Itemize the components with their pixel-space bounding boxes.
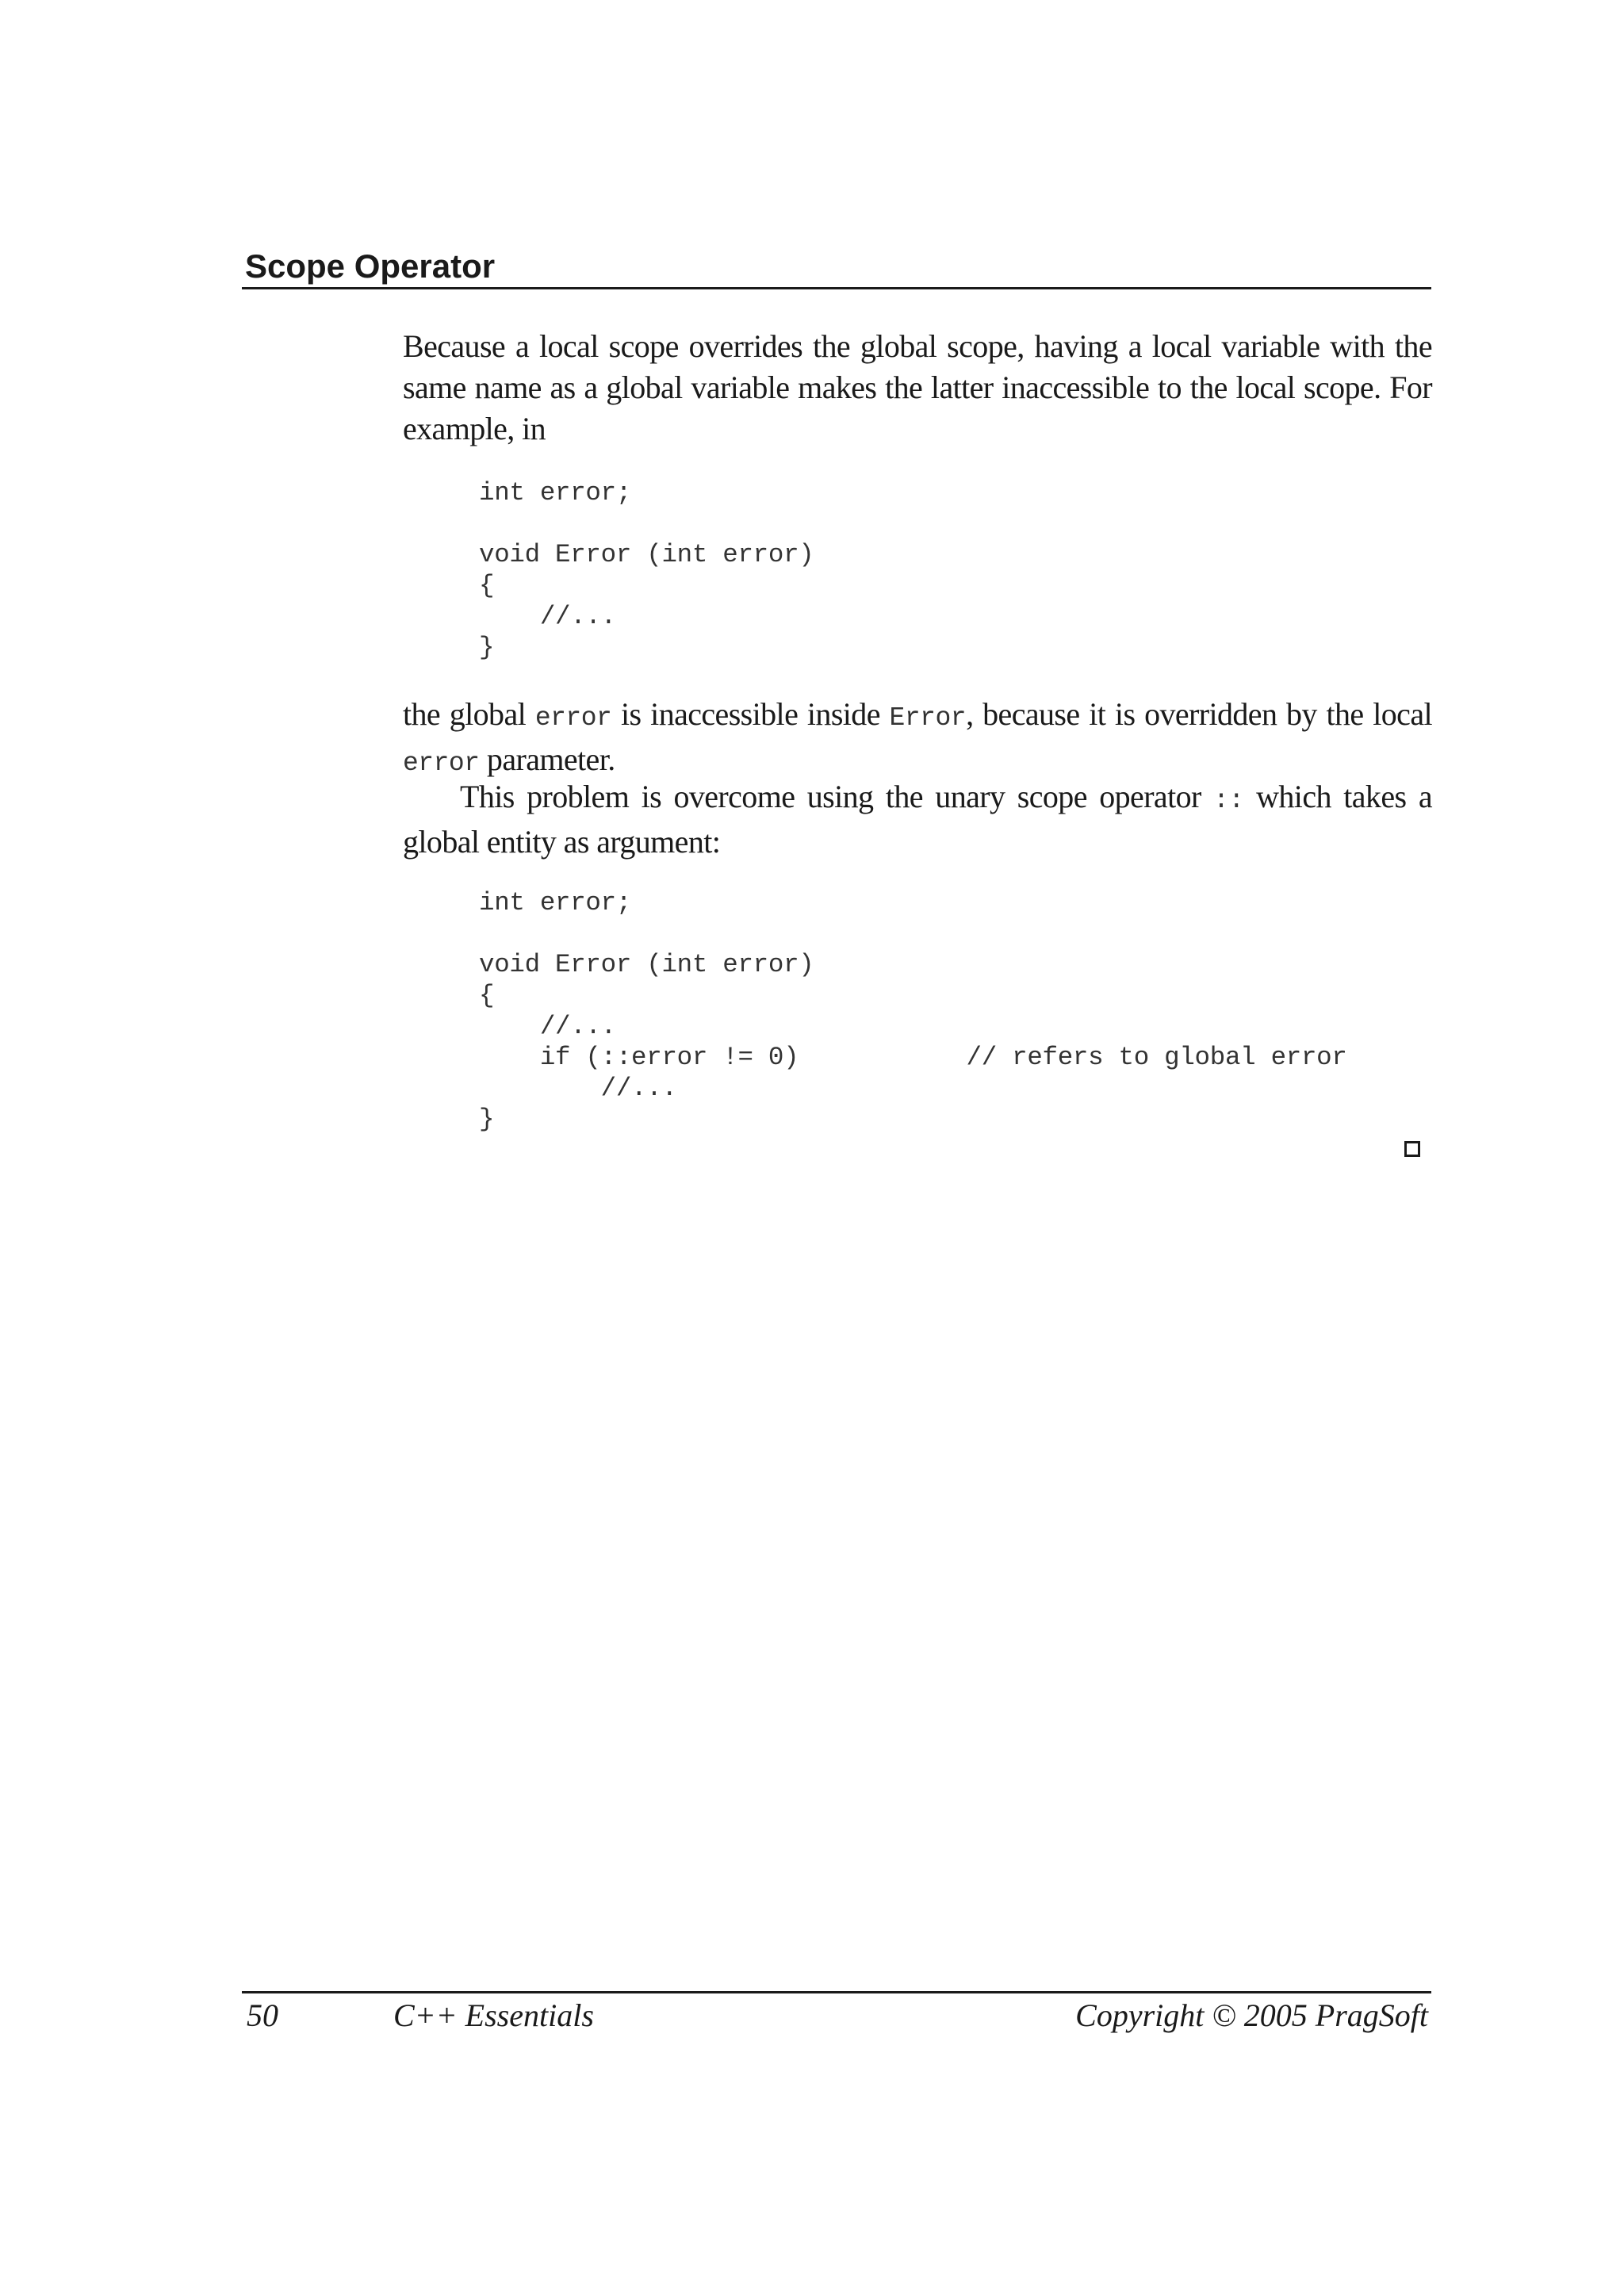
footer-page-number: 50 (247, 1997, 278, 2033)
paragraph-intro: Because a local scope overrides the global scope, having a local variable with the same name as a global variable makes the latter inaccessible to the local scope. For example, in (403, 328, 1432, 446)
code-line (479, 508, 814, 539)
inline-code: :: (1213, 786, 1244, 815)
inline-code: Error (889, 703, 967, 733)
inline-code: error (534, 703, 612, 733)
footer-book-title: C++ Essentials (393, 1997, 594, 2033)
code-line: void Error (int error) (479, 540, 814, 569)
paragraph-solution (403, 776, 1432, 863)
heading-rule (242, 287, 1431, 289)
code-line: //... (479, 1012, 616, 1041)
code-line: } (479, 633, 495, 662)
text-run: This problem is overcome using the unary scope operator (460, 779, 1214, 814)
code-line: { (479, 571, 495, 600)
paragraph-explanation (403, 694, 1432, 784)
text-run: which takes a global entity as argument: (403, 779, 1432, 860)
text-run: parameter. (479, 741, 615, 777)
code-line: //... (479, 602, 616, 631)
code-block-2 (479, 887, 1347, 1135)
code-line: void Error (int error) (479, 950, 814, 979)
text-run: is inaccessible inside (611, 696, 890, 732)
code-block-1 (479, 477, 814, 663)
section-heading: Scope Operator (245, 247, 496, 285)
code-line: } (479, 1105, 495, 1134)
code-line: int error; (479, 888, 632, 917)
end-of-section-box-icon (1404, 1141, 1420, 1157)
inline-code: error (403, 749, 480, 778)
code-line (479, 918, 1347, 949)
code-line: if (::error != 0) // refers to global error (479, 1043, 1347, 1072)
footer-copyright: Copyright © 2005 PragSoft (1075, 1997, 1428, 2033)
footer-rule (242, 1991, 1431, 1993)
text-run: , because it is overridden by the local (966, 696, 1432, 732)
code-line: int error; (479, 478, 632, 507)
code-line: //... (479, 1074, 677, 1103)
code-line: { (479, 981, 495, 1010)
text-run: the global (403, 696, 535, 732)
